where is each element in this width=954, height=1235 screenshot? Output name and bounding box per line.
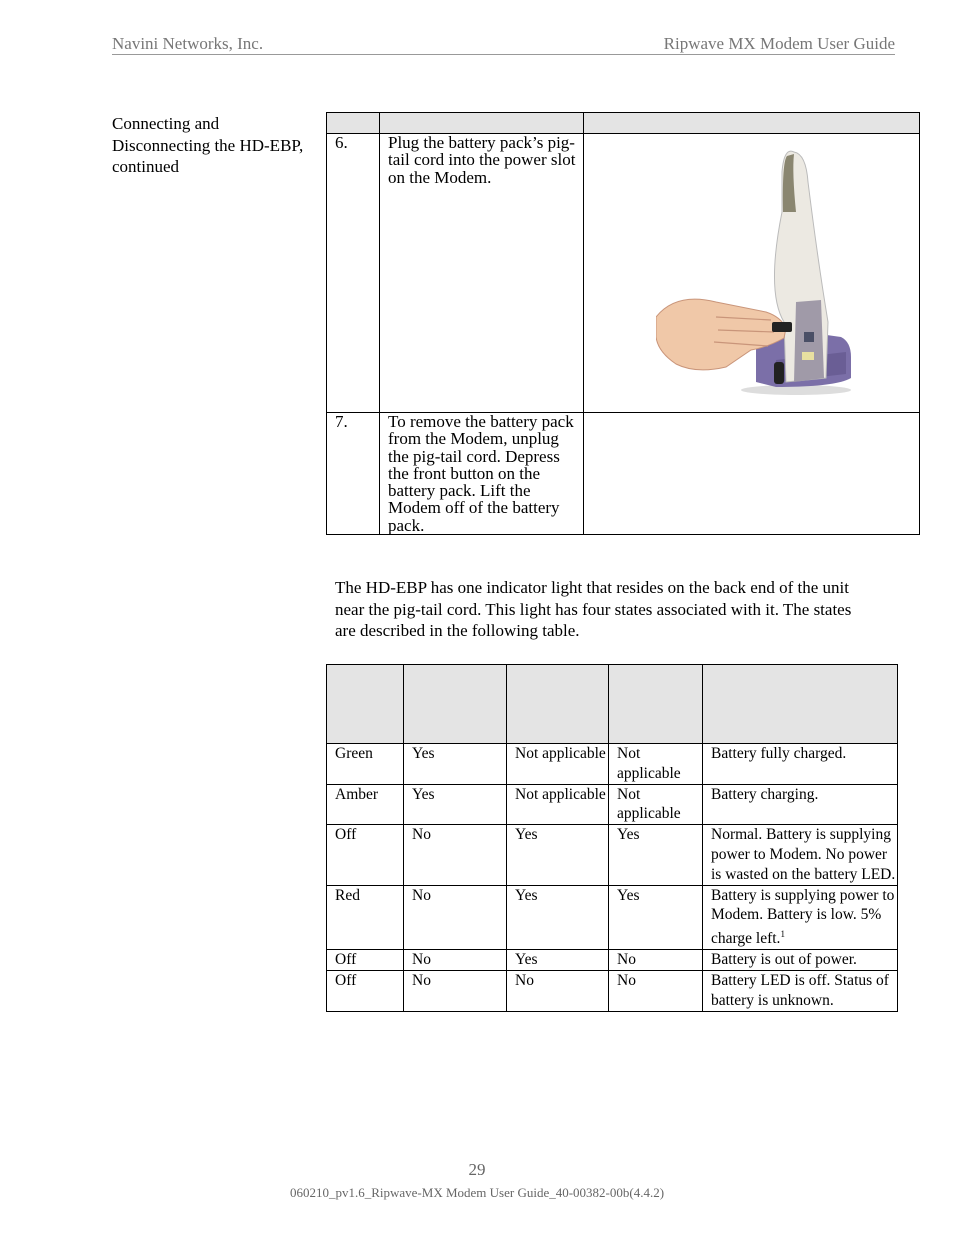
state-cell: Yes xyxy=(609,825,703,885)
state-cell: Not applicable xyxy=(609,744,703,785)
footnote-marker: 1 xyxy=(780,929,785,940)
states-header-cell xyxy=(327,665,404,744)
step-photo-cell-empty xyxy=(584,413,920,535)
state-description: Battery charging. xyxy=(703,784,898,825)
indicator-paragraph: The HD-EBP has one indicator light that resides on the back end of the unit near the pig-tail cord. This light has four states associated with it. The states are described in the following table. xyxy=(335,578,852,640)
states-header-cell xyxy=(703,665,898,744)
state-description: Battery LED is off. Status of battery is unknown. xyxy=(703,970,898,1011)
state-description xyxy=(703,885,898,950)
led-color: Amber xyxy=(327,784,404,825)
table-row xyxy=(327,825,898,885)
table-row xyxy=(327,970,898,1011)
state-cell: Yes xyxy=(507,885,609,950)
steps-table xyxy=(326,112,920,535)
led-color: Red xyxy=(327,885,404,950)
table-row xyxy=(327,784,898,825)
state-description-text: Battery is supplying power to Modem. Battery is low. 5% charge left. xyxy=(711,886,895,948)
table-row xyxy=(327,885,898,950)
led-states-table xyxy=(326,664,898,1012)
led-color: Off xyxy=(327,950,404,971)
guide-title: Ripwave MX Modem User Guide xyxy=(663,34,895,53)
state-cell: No xyxy=(609,970,703,1011)
company-name: Navini Networks, Inc. xyxy=(112,34,264,53)
step-photo-cell xyxy=(584,134,920,413)
states-header-cell xyxy=(404,665,507,744)
steps-header-row xyxy=(327,113,920,134)
step-row xyxy=(327,413,920,535)
step-number: 6. xyxy=(327,134,380,413)
state-description: Normal. Battery is supplying power to Modem. No power is wasted on the battery LED. xyxy=(703,825,898,885)
step-text: To remove the battery pack from the Modem, unplug the pig-tail cord. Depress the front button on the battery pack. Lift the Modem off of the battery pack. xyxy=(380,413,584,535)
state-cell: No xyxy=(404,950,507,971)
state-cell: Yes xyxy=(507,950,609,971)
step-number: 7. xyxy=(327,413,380,535)
step-row xyxy=(327,134,920,413)
states-header-row xyxy=(327,665,898,744)
section-side-heading: Connecting and Disconnecting the HD-EBP, continued xyxy=(112,114,304,176)
led-color: Off xyxy=(327,825,404,885)
states-header-cell xyxy=(507,665,609,744)
state-cell: Not applicable xyxy=(507,784,609,825)
table-row xyxy=(327,744,898,785)
state-description: Battery fully charged. xyxy=(703,744,898,785)
state-cell: Yes xyxy=(404,744,507,785)
state-cell: Yes xyxy=(507,825,609,885)
led-color: Green xyxy=(327,744,404,785)
state-description: Battery is out of power. xyxy=(703,950,898,971)
state-cell: No xyxy=(507,970,609,1011)
page-header xyxy=(112,34,895,55)
state-cell: Yes xyxy=(609,885,703,950)
state-cell: Not applicable xyxy=(609,784,703,825)
table-row xyxy=(327,950,898,971)
states-header-cell xyxy=(609,665,703,744)
state-cell: No xyxy=(404,970,507,1011)
state-cell: Not applicable xyxy=(507,744,609,785)
page-number: 29 xyxy=(468,1160,486,1179)
state-cell: Yes xyxy=(404,784,507,825)
modem-battery-photo xyxy=(656,142,856,402)
state-cell: No xyxy=(609,950,703,971)
steps-header-cell xyxy=(380,113,584,134)
state-cell: No xyxy=(404,825,507,885)
state-cell: No xyxy=(404,885,507,950)
steps-header-cell xyxy=(327,113,380,134)
led-color: Off xyxy=(327,970,404,1011)
step-text: Plug the battery pack’s pig-tail cord into the power slot on the Modem. xyxy=(380,134,584,413)
steps-header-cell xyxy=(584,113,920,134)
document-id: 060210_pv1.6_Ripwave-MX Modem User Guide_40-00382-00b(4.4.2) xyxy=(289,1185,665,1200)
